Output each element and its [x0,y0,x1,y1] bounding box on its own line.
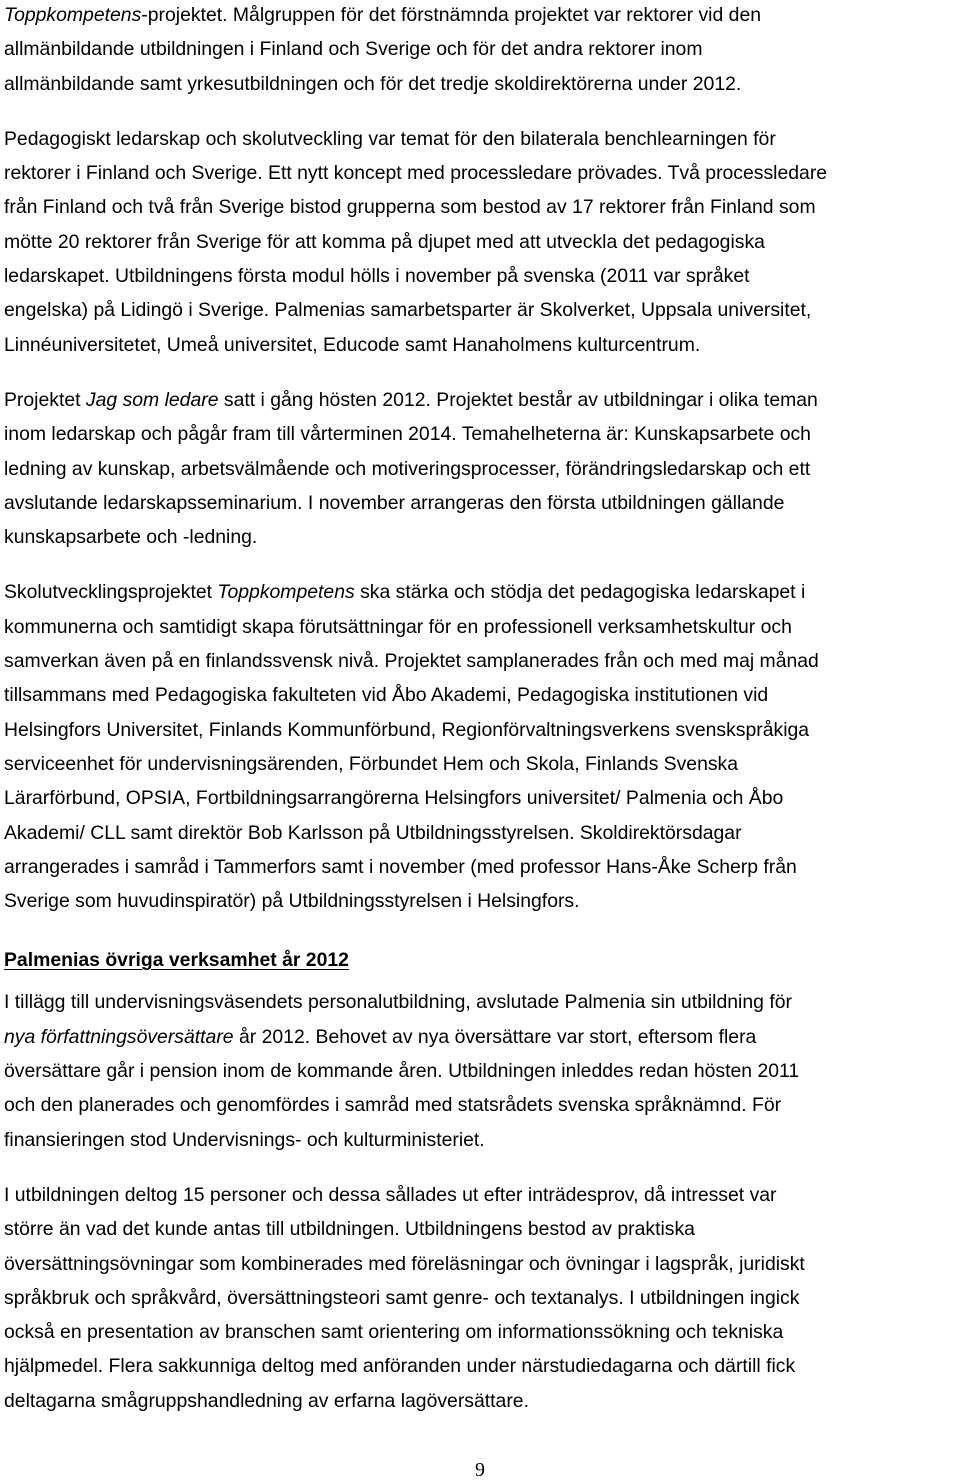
text-line [4,985,956,1019]
paragraph [4,383,956,554]
italic-text: Jag som ledare [85,388,219,411]
text-segment: allmänbildande utbildningen i Finland och Sverige och för det andra rektorer inom [4,38,703,61]
text-line [4,190,956,224]
text-line [4,1212,956,1246]
text-segment: ledarskapet. Utbildningens första modul hölls i november på svenska (2011 var språket [4,265,750,288]
text-line [4,1281,956,1315]
text-segment: Skolutvecklingsprojektet [4,581,218,604]
paragraph [4,122,956,362]
text-line [4,1088,956,1122]
text-line [4,32,956,66]
text-line [4,293,956,327]
text-line [4,122,956,156]
text-segment: allmänbildande samt yrkesutbildningen och för det tredje skoldirektörerna under 2012. [4,72,742,95]
text-segment: Linnéuniversitetet, Umeå universitet, Educode samt Hanaholmens kulturcentrum. [4,333,701,356]
text-segment: ledning av kunskap, arbetsvälmående och motiveringsprocesser, förändringsledarskap och ett [4,457,811,480]
text-segment: I utbildningen deltog 15 personer och dessa sållades ut efter inträdesprov, då intresset var [4,1183,777,1206]
text-line [4,259,956,293]
text-segment: och den planerades och genomfördes i samråd med statsrådets svenska språknämnd. För [4,1094,782,1117]
text-segment: finansieringen stod Undervisnings- och kulturministeriet. [4,1128,485,1151]
text-segment: I tillägg till undervisningsväsendets personalutbildning, avslutade Palmenia sin utbildning för [4,991,792,1014]
text-segment: hjälpmedel. Flera sakkunniga deltog med anföranden under närstudiedagarna och därtill fick [4,1355,796,1378]
text-line [4,713,956,747]
text-line [4,0,956,32]
text-line [4,1020,956,1054]
text-line [4,610,956,644]
text-segment: -projektet. Målgruppen för det förstnämnda projektet var rektorer vid den [141,4,762,26]
text-line [4,1178,956,1212]
text-line [4,67,956,101]
section-heading: Palmenias övriga verksamhet år 2012 [4,949,349,972]
text-segment: serviceenhet för undervisningsärenden, Förbundet Hem och Skola, Finlands Svenska [4,752,739,775]
text-segment: från Finland och två från Sverige bistod grupperna som bestod av 17 rektorer från Finland som [4,196,816,219]
text-segment: samverkan även på en finlandssvensk nivå. Projektet samplanerades från och med maj månad [4,650,819,673]
text-segment: Sverige som huvudinspiratör) på Utbildningsstyrelsen i Helsingfors. [4,890,580,913]
text-segment: avslutande ledarskapsseminarium. I november arrangeras den första utbildningen gällande [4,491,785,514]
text-line [4,486,956,520]
text-segment: kommunerna och samtidigt skapa förutsättningar för en professionell verksamhetskultur och [4,615,792,638]
text-line [4,1349,956,1383]
text-line [4,156,956,190]
italic-text: nya författningsöversättare [4,1025,234,1048]
text-line [4,575,956,609]
text-segment: också en presentation av branschen samt orientering om informationssökning och tekniska [4,1321,784,1344]
page-number: 9 [475,1459,485,1481]
text-line [4,1247,956,1281]
text-line [4,747,956,781]
text-segment: Lärarförbund, OPSIA, Fortbildningsarrangörerna Helsingfors universitet/ Palmenia och Åbo [4,787,784,810]
text-line [4,850,956,884]
text-segment: översättare går i pension inom de kommande åren. Utbildningen inleddes redan hösten 2011 [4,1060,800,1083]
text-line [4,1315,956,1349]
text-segment: satt i gång hösten 2012. Projektet består av utbildningar i olika teman [218,388,818,411]
text-line [4,520,956,554]
text-segment: översättningsövningar som kombinerades med föreläsningar och övningar i lagspråk, juridiskt [4,1252,805,1275]
text-segment: Pedagogiskt ledarskap och skolutveckling var temat för den bilaterala benchlearningen för [4,127,776,150]
paragraph [4,575,956,918]
text-line [4,1054,956,1088]
body-text-before-heading [4,0,956,918]
text-segment: tillsammans med Pedagogiska fakulteten vid Åbo Akademi, Pedagogiska institutionen vid [4,684,769,707]
text-segment: år 2012. Behovet av nya översättare var stort, eftersom flera [233,1025,757,1048]
text-segment: ska stärka och stödja det pedagogiska ledarskapet i [354,581,806,604]
text-segment: Projektet [4,388,86,411]
document-page [4,0,956,1418]
text-segment: Helsingfors Universitet, Finlands Kommunförbund, Regionförvaltningsverkens svenskspråkiga [4,718,810,741]
italic-text: Toppkompetens [217,581,355,604]
text-segment: mötte 20 rektorer från Sverige för att komma på djupet med att utveckla det pedagogiska [4,230,765,253]
body-text-after-heading [4,985,956,1418]
text-segment: arrangerades i samråd i Tammerfors samt i november (med professor Hans-Åke Scherp från [4,855,797,878]
italic-text: Toppkompetens [4,4,142,26]
text-line [4,1123,956,1157]
text-segment: deltagarna smågruppshandledning av erfarna lagöversättare. [4,1389,529,1412]
text-line [4,1384,956,1418]
text-segment: inom ledarskap och pågår fram till vårterminen 2014. Temahelheterna är: Kunskapsarbete och [4,423,811,446]
text-line [4,816,956,850]
text-line [4,452,956,486]
text-segment: språkbruk och språkvård, översättningsteori samt genre- och textanalys. I utbildningen ingick [4,1286,800,1309]
text-line [4,644,956,678]
text-line [4,884,956,918]
text-line [4,678,956,712]
text-segment: Akademi/ CLL samt direktör Bob Karlsson på Utbildningsstyrelsen. Skoldirektörsdagar [4,821,742,844]
text-segment: större än vad det kunde antas till utbildningen. Utbildningens bestod av praktiska [4,1218,695,1241]
paragraph [4,1178,956,1418]
text-line [4,417,956,451]
text-line [4,328,956,362]
text-segment: engelska) på Lidingö i Sverige. Palmenias samarbetsparter är Skolverket, Uppsala universitet, [4,299,812,322]
text-segment: kunskapsarbete och -ledning. [4,526,258,549]
text-line [4,781,956,815]
paragraph [4,985,956,1156]
text-line [4,225,956,259]
text-line [4,383,956,417]
text-segment: rektorer i Finland och Sverige. Ett nytt koncept med processledare prövades. Två processledare [4,162,828,185]
paragraph [4,0,956,101]
